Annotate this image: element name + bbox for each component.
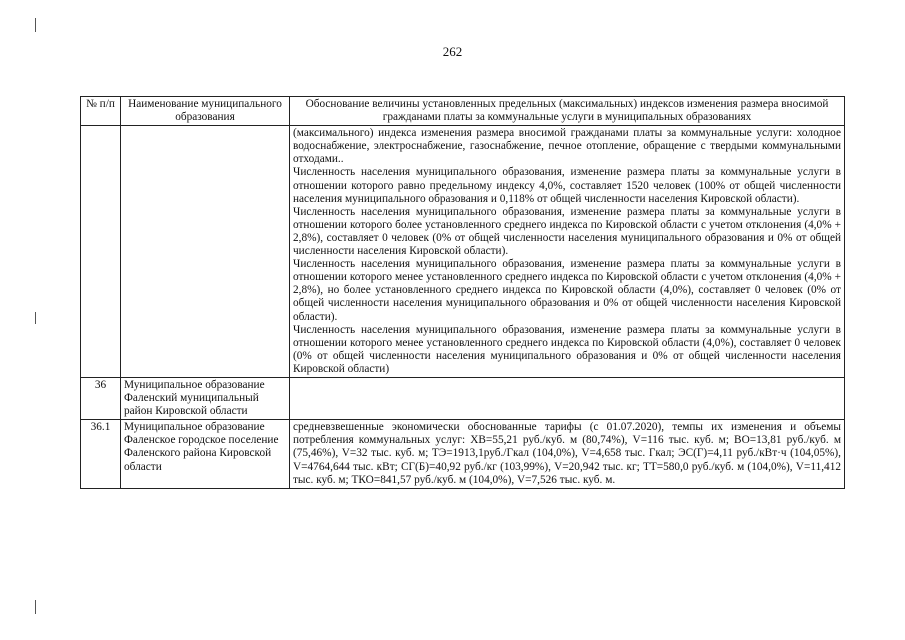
header-justification: Обоснование величины установленных предельных (максимальных) индексов изменения размера вносимой гражданами платы за коммунальные услуги в муниципальных образованиях xyxy=(290,97,845,126)
page-number: 262 xyxy=(442,44,463,59)
table-row xyxy=(81,377,845,419)
justification-cell xyxy=(290,377,845,419)
header-municipality-name: Наименование муниципального образования xyxy=(121,97,290,126)
row-name-cell: Муниципальное образование Фаленское городское поселение Фаленского района Кировской области xyxy=(121,420,290,488)
indices-table xyxy=(80,96,845,489)
row-number-cell: 36.1 xyxy=(81,420,121,488)
row-name-cell xyxy=(121,126,290,378)
justification-paragraph: Численность населения муниципального образования, изменение размера платы за коммунальные услуги в отношении которого более установленного среднего индекса по Кировской области с учетом отклонения (4,0% + 2,8%), составляет 0 человек (0% от общей численности населения муниципального образования и 0% от общей численности населения Кировской области). xyxy=(293,205,841,258)
justification-paragraph: Численность населения муниципального образования, изменение размера платы за коммунальные услуги в отношении которого менее установленного среднего индекса по Кировской области (4,0%), составляет 0 человек (0% от общей численности населения муниципального образования и 0% от общей численности населения Кировской области) xyxy=(293,323,841,375)
table-row xyxy=(81,420,845,488)
justification-cell: средневзвешенные экономически обоснованные тарифы (с 01.07.2020), темпы их изменения и объемы потребления коммунальных услуг: ХВ=55,21 руб./куб. м (80,74%), V=116 тыс. куб. м; ВО=13,81 руб./куб. м (75,46%), V=32 тыс. куб. м; ТЭ=1913,1руб./Гкал (104,0%), V=4,658 тыс. Гкал; ЭС(Г)=4,11 руб./кВт·ч (104,05%), V=4764,644 тыс. кВт; СГ(Б)=40,92 руб./кг (103,99%), V=20,942 тыс. кг; ТТ=580,0 руб./куб. м (104,0%), V=11,412 тыс. куб. м; ТКО=841,57 руб./куб. м (104,0%), V=7,526 тыс. куб. м. xyxy=(290,420,845,488)
justification-paragraph: Численность населения муниципального образования, изменение размера платы за коммунальные услуги в отношении которого менее установленного среднего индекса по Кировской области с учетом отклонения (4,0% + 2,8%), но более установленного среднего индекса по Кировской области (4,0%), составляет 0 человек (0% от общей численности населения муниципального образования и 0% от общей численности населения Кировской области). xyxy=(293,258,841,323)
row-number-cell xyxy=(81,126,121,378)
table-header-row xyxy=(81,97,845,126)
justification-cell xyxy=(290,126,845,378)
justification-paragraph: (максимального) индекса изменения размера вносимой гражданами платы за коммунальные услуги: холодное водоснабжение, электроснабжение, газоснабжение, печное отопление, обращение с твердыми коммунальными отходами.. xyxy=(293,127,841,166)
justification-paragraph: Численность населения муниципального образования, изменение размера платы за коммунальные услуги в отношении которого равно предельному индексу 4,0%, составляет 1520 человек (100% от общей численности населения муниципального образования и 0,118% от общей численности населения Кировской области). xyxy=(293,166,841,205)
row-name-cell: Муниципальное образование Фаленский муниципальный район Кировской области xyxy=(121,377,290,419)
table-row xyxy=(81,126,845,378)
header-number: № п/п xyxy=(81,97,121,126)
row-number-cell: 36 xyxy=(81,377,121,419)
